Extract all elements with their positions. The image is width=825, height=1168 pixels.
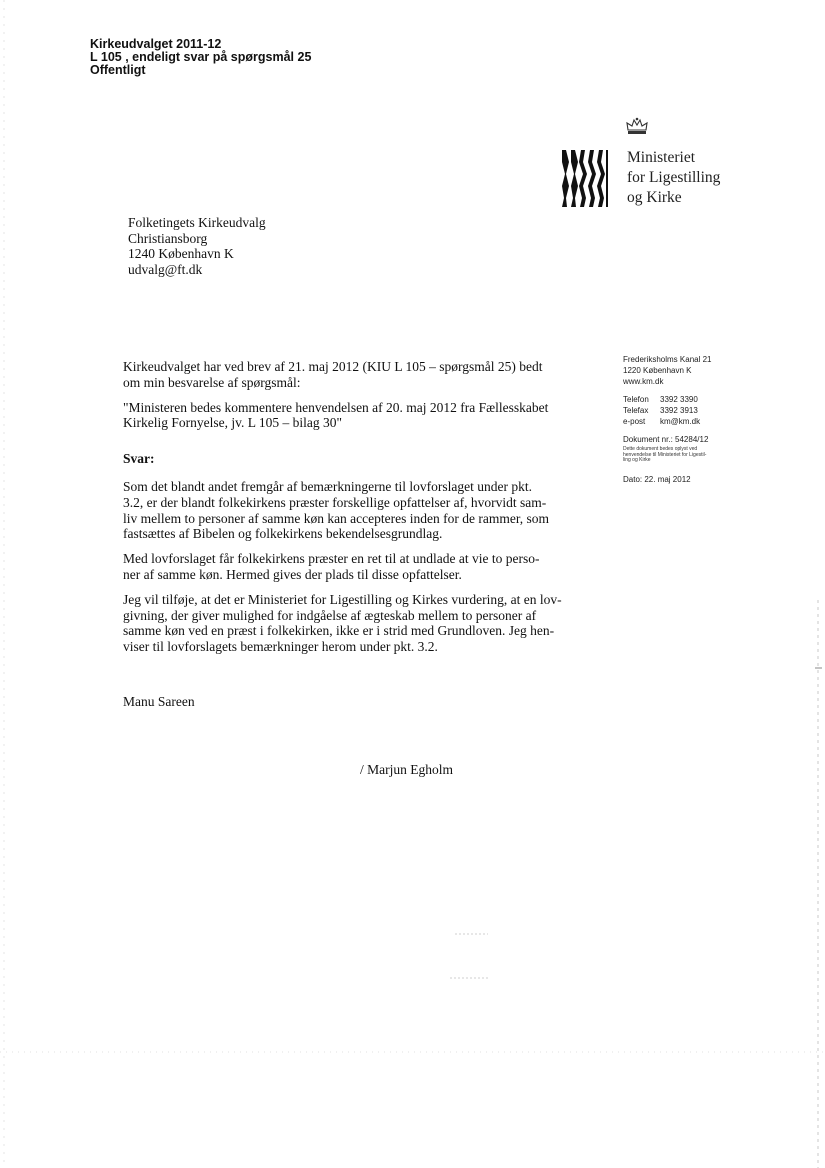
ministry-logo-icon bbox=[562, 150, 608, 207]
ministry-name-line2: for Ligestilling bbox=[627, 169, 721, 186]
recipient-name: Folketingets Kirkeudvalg bbox=[128, 215, 266, 230]
document-note-line1: Dette dokument bedes oplyst ved bbox=[623, 446, 698, 452]
paragraph-line: liv mellem to personer af samme køn kan accepteres inden for de rammer, som bbox=[123, 510, 550, 526]
paragraph-line: Som det blandt andet fremgår af bemærkningerne til lovforslaget under pkt. bbox=[123, 478, 533, 494]
intro-line: om min besvarelse af spørgsmål: bbox=[123, 374, 301, 390]
sender-phone-row bbox=[623, 394, 743, 405]
ministry-name-line1: Ministeriet bbox=[627, 149, 696, 166]
signature-minister: Manu Sareen bbox=[123, 694, 195, 709]
recipient-street: Christiansborg bbox=[128, 230, 208, 246]
sender-website: www.km.dk bbox=[623, 377, 664, 386]
recipient-email: udvalg@ft.dk bbox=[128, 261, 203, 277]
paragraph-line: viser til lovforslagets bemærkninger herom under pkt. 3.2. bbox=[123, 639, 438, 655]
sender-contact-block bbox=[623, 354, 743, 485]
stamp-reference: L 105 , endeligt svar på spørgsmål 25 bbox=[90, 50, 312, 64]
paragraph-line: samme køn ved en præst i folkekirken, ikke er i strid med Grundloven. Jeg hen- bbox=[123, 623, 555, 639]
paragraph-line: ner af samme køn. Hermed gives der plads til disse opfattelser. bbox=[123, 566, 462, 582]
fax-value: 3392 3913 bbox=[660, 406, 698, 415]
email-label: e-post bbox=[623, 417, 646, 426]
recipient-address bbox=[128, 215, 266, 277]
document-note-line3: ling og Kirke bbox=[623, 457, 651, 463]
stamp-committee: Kirkeudvalget 2011-12 bbox=[90, 37, 222, 51]
paragraph-line: Med lovforslaget får folkekirkens præster en ret til at undlade at vie to perso- bbox=[123, 551, 540, 567]
paragraph-line: fastsættes af Bibelen og folkekirkens bekendelsesgrundlag. bbox=[123, 526, 443, 542]
document-stamp bbox=[90, 38, 311, 77]
signature-official: / Marjun Egholm bbox=[360, 762, 453, 777]
document-number: Dokument nr.: 54284/12 bbox=[623, 435, 709, 444]
sender-fax-row bbox=[623, 405, 743, 416]
sender-address-line1: Frederiksholms Kanal 21 bbox=[623, 355, 712, 364]
intro-line: Kirkeudvalget har ved brev af 21. maj 2012 (KIU L 105 – spørgsmål 25) bedt bbox=[123, 359, 543, 374]
ministry-name bbox=[627, 148, 720, 208]
answer-heading: Svar: bbox=[123, 451, 155, 467]
stamp-visibility: Offentligt bbox=[90, 63, 146, 77]
crown-icon bbox=[624, 117, 650, 137]
letter-body bbox=[123, 350, 568, 664]
ministry-name-line3: og Kirke bbox=[627, 189, 682, 206]
fax-label: Telefax bbox=[623, 406, 649, 415]
sender-address-line2: 1220 København K bbox=[623, 366, 692, 375]
email-value: km@km.dk bbox=[660, 417, 701, 426]
document-note bbox=[623, 447, 743, 464]
sender-email-row bbox=[623, 416, 743, 427]
question-line: Kirkelig Fornyelse, jv. L 105 – bilag 30" bbox=[123, 415, 342, 431]
recipient-city: 1240 København K bbox=[128, 246, 234, 261]
document-note-line2: henvendelse til Ministeriet for Ligestil- bbox=[623, 451, 707, 458]
paragraph-line: givning, der giver mulighed for indgåelse af ægteskab mellem to personer af bbox=[123, 607, 537, 623]
paragraph-line: 3.2, er der blandt folkekirkens præster forskellige opfattelser af, hvorvidt sam- bbox=[123, 494, 547, 510]
letter-date: Dato: 22. maj 2012 bbox=[623, 474, 691, 484]
question-line: "Ministeren bedes kommentere henvendelsen af 20. maj 2012 fra Fællesskabet bbox=[123, 399, 549, 415]
phone-label: Telefon bbox=[623, 395, 649, 404]
paragraph-line: Jeg vil tilføje, at det er Ministeriet for Ligestilling og Kirkes vurdering, at en lov- bbox=[123, 591, 562, 607]
phone-value: 3392 3390 bbox=[660, 395, 698, 404]
